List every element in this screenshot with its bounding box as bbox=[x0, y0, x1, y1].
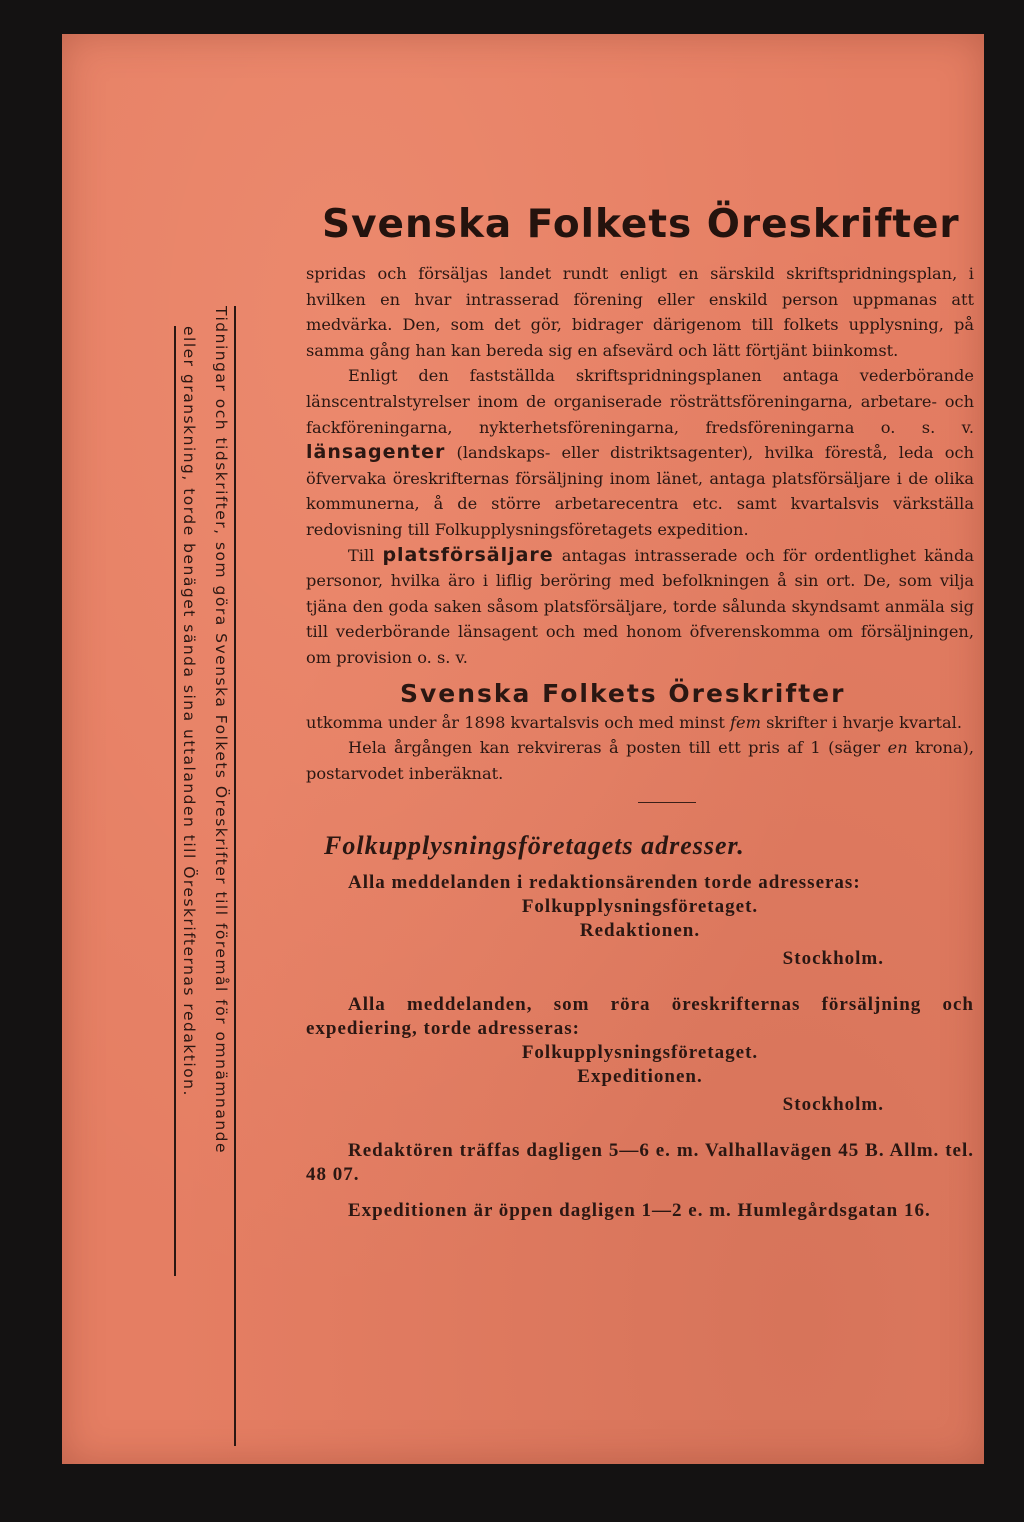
side-note-outer: eller granskning, torde benäget sända sina uttalanden till Öreskrifternas redaktion. bbox=[174, 326, 198, 1276]
expedition-hours: Expeditionen är öppen dagligen 1—2 e. m. Humlegårdsgatan 16. bbox=[348, 1200, 931, 1222]
divider bbox=[638, 802, 696, 803]
price-paragraph bbox=[306, 735, 974, 786]
publication-text-b: skrifter i hvarje kvartal. bbox=[766, 712, 962, 732]
address-editorial-text: Alla meddelanden i redaktionsärenden torde adresseras: bbox=[348, 872, 861, 894]
price-emphasis: en bbox=[887, 738, 908, 758]
address-expedition-text: Alla meddelanden, som röra öreskrifternas försäljning och expediering, torde adresseras: bbox=[306, 994, 974, 1040]
editor-hours: Redaktören träffas dagligen 5—6 e. m. Valhallavägen 45 B. Allm. tel. 48 07. bbox=[306, 1140, 974, 1186]
intro-paragraph: spridas och försäljas landet rundt enligt en särskild skriftspridningsplan, i hvilken en hvar intrasserad förening eller enskild person uppmanas att medvärka. Den, som det gör, bidrager därigenom till folkets upplysning, på samma gång han kan bereda sig en afsevärd och lätt förtjänt biinkomst. bbox=[306, 264, 974, 360]
main-content bbox=[306, 202, 974, 1223]
address-editorial-dept: Redaktionen. bbox=[579, 920, 701, 942]
address-editorial bbox=[306, 871, 974, 971]
address-expedition bbox=[306, 993, 974, 1117]
side-note-inner: Tidningar och tidskrifter, som göra Svenska Folkets Öreskrifter till föremål för omnämnande bbox=[212, 306, 236, 1446]
sellers-text-a: Till bbox=[348, 545, 375, 565]
address-expedition-org: Folkupplysningsföretaget. bbox=[521, 1042, 759, 1064]
agents-text-a: Enligt den fastställda skriftspridningsplanen antaga vederbörande länscentralstyrelser inom de organiserade rösträttsföreningarna, arbetare- och fackföreningarna, nykterhetsföreningarna, fredsföreningarna o. s. v. bbox=[306, 366, 974, 437]
agents-term: länsagenter bbox=[306, 441, 446, 464]
publication-text-a: utkomma under år 1898 kvartalsvis och med minst bbox=[306, 712, 725, 732]
sellers-term: platsförsäljare bbox=[382, 543, 554, 566]
price-text-a: Hela årgången kan rekvireras å posten till ett pris af 1 (säger bbox=[348, 738, 881, 758]
address-editorial-org: Folkupplysningsföretaget. bbox=[521, 896, 759, 918]
address-expedition-dept: Expeditionen. bbox=[577, 1066, 703, 1088]
publication-paragraph bbox=[306, 710, 974, 736]
addresses-title: Folkupplysningsföretagets adresser. bbox=[324, 831, 745, 861]
address-editorial-city: Stockholm. bbox=[782, 948, 884, 970]
address-expedition-city: Stockholm. bbox=[782, 1094, 884, 1116]
price-text-b: krona), postarvodet inberäknat. bbox=[306, 738, 974, 783]
agents-text-b: (landskaps- eller distriktsagenter), hvilka förestå, leda och öfvervaka öreskrifternas försäljning inom länet, antaga platsförsäljare i de olika kommunerna, å de större arbetarecentra etc. samt kvartalsvis värkställa redovisning till Folkupplysningsföretagets expedition. bbox=[306, 443, 974, 539]
section-subtitle: Svenska Folkets Öreskrifter bbox=[400, 678, 846, 708]
sellers-text-b: antagas intrasserade och för ordentlighet kända personor, hvilka äro i liflig beröring med befolkningen å sin ort. De, som vilja tjäna den goda saken såsom platsförsäljare, torde sålunda skyndsamt anmäla sig till vederbörande länsagent och med honom öfverenskomma om försäljningen, om provision o. s. v. bbox=[306, 545, 974, 667]
publication-emphasis: fem bbox=[730, 712, 761, 732]
sellers-paragraph bbox=[306, 543, 974, 671]
page-title: Svenska Folkets Öreskrifter bbox=[322, 202, 960, 247]
agents-paragraph bbox=[306, 363, 974, 542]
pamphlet-page bbox=[62, 34, 984, 1464]
